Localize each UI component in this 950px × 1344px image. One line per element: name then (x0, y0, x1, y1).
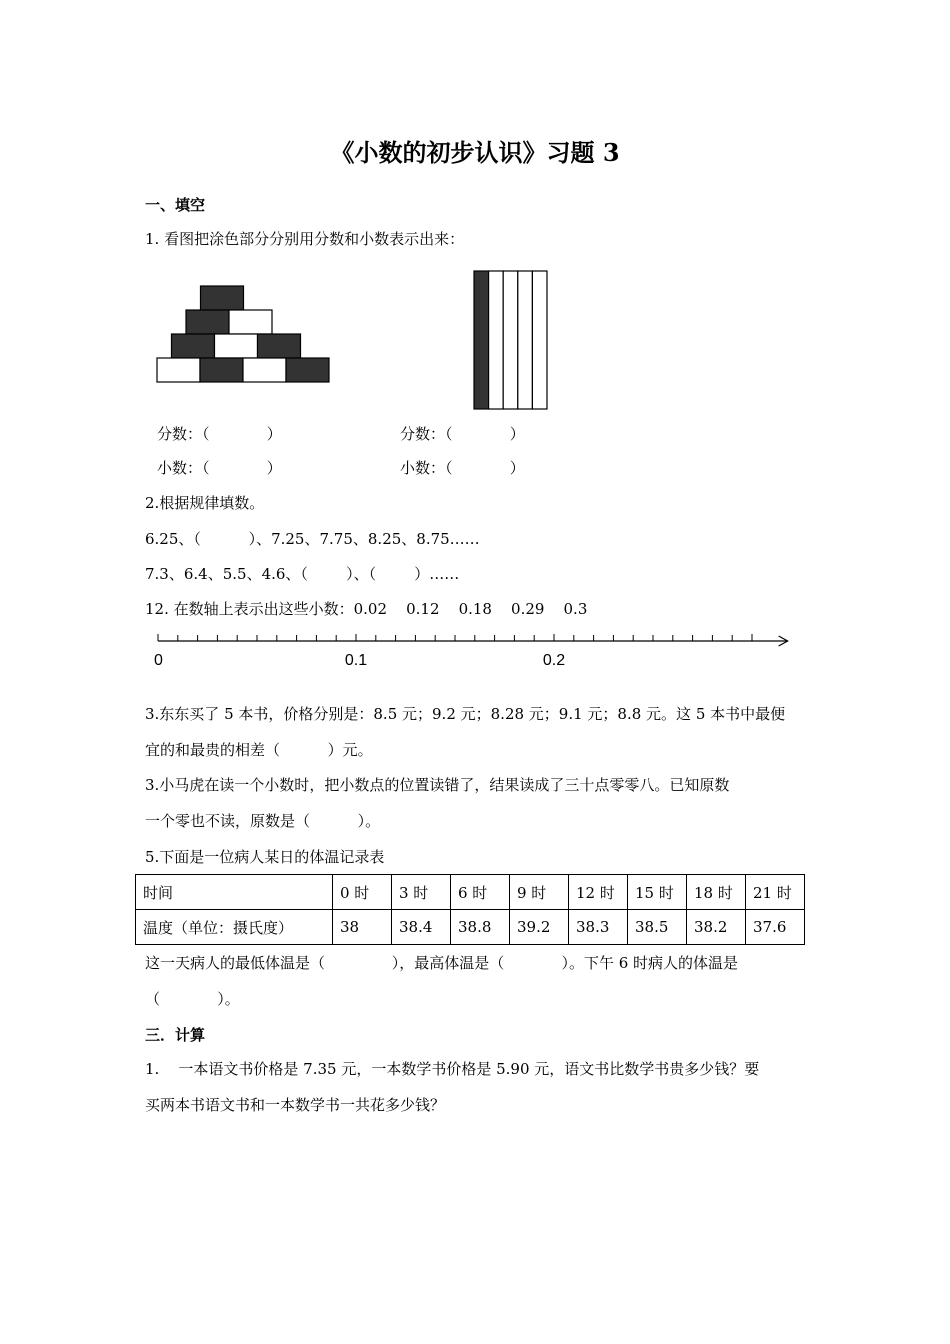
question-5-after-line-1[interactable]: 这一天病人的最低体温是（ ），最高体温是（ ）。下午 6 时病人的体温是 (145, 954, 739, 972)
shaded-strip (474, 271, 489, 409)
shaded-brick (200, 358, 243, 382)
table-cell: 18 时 (687, 875, 746, 910)
left-fraction-blank[interactable]: 分数：（ ） (157, 425, 282, 443)
right-decimal-blank[interactable]: 小数：（ ） (400, 459, 525, 477)
question-3a-line-1: 3.东东买了 5 本书，价格分别是：8.5 元；9.2 元；8.28 元；9.1 元；8.8 元。这 5 本书中最便 (145, 705, 786, 723)
right-fraction-blank[interactable]: 分数：（ ） (400, 425, 525, 443)
question-3a-line-2[interactable]: 宜的和最贵的相差（ ）元。 (145, 741, 373, 759)
table-cell: 3 时 (392, 875, 451, 910)
table-cell: 9 时 (510, 875, 569, 910)
question-1-text: 1. 看图把涂色部分分别用分数和小数表示出来： (145, 230, 465, 248)
question-5-text: 5.下面是一位病人某日的体温记录表 (145, 848, 385, 866)
shaded-brick (201, 286, 244, 310)
question-3b-line-2[interactable]: 一个零也不读，原数是（ ）。 (145, 812, 381, 830)
shaded-brick (258, 334, 301, 358)
sequence-line-2[interactable]: 7.3、6.4、5.5、4.6、（ ）、（ ）…… (145, 565, 460, 583)
shaded-brick (286, 358, 329, 382)
shaded-brick (172, 334, 215, 358)
table-header-temperature: 温度（单位：摄氏度） (136, 910, 333, 945)
table-row-temperature (136, 910, 805, 945)
table-cell: 0 时 (333, 875, 392, 910)
table-cell: 37.6 (746, 910, 805, 945)
table-cell: 38.2 (687, 910, 746, 945)
question-3b-line-1: 3.小马虎在读一个小数时，把小数点的位置读错了，结果读成了三十点零零八。已知原数 (145, 776, 730, 794)
table-cell: 38.3 (569, 910, 628, 945)
question-2-text: 2.根据规律填数。 (145, 494, 265, 512)
sequence-line-1[interactable]: 6.25、（ ）、7.25、7.75、8.25、8.75…… (145, 530, 480, 548)
axis-label: 0.2 (542, 652, 566, 669)
table-header-time: 时间 (136, 875, 333, 910)
strip (489, 271, 504, 409)
brick (243, 358, 286, 382)
brick (229, 310, 272, 334)
section-heading-fill-blanks: 一、填空 (145, 196, 206, 214)
strip (518, 271, 533, 409)
shaded-brick (186, 310, 229, 334)
question-5-after-line-2[interactable]: （ ）。 (145, 990, 240, 1008)
pyramid-figure (150, 280, 340, 390)
calc-question-1-line-1: 1. 一本语文书价格是 7.35 元，一本数学书价格是 5.90 元，语文书比数学书贵多少钱？要 (145, 1060, 760, 1078)
brick (215, 334, 258, 358)
section-heading-calculate: 三．计算 (145, 1026, 206, 1044)
table-cell: 38.8 (451, 910, 510, 945)
axis-label: 0 (154, 652, 163, 669)
axis-label: 0.1 (344, 652, 368, 669)
strip (503, 271, 518, 409)
question-12-text: 12. 在数轴上表示出这些小数：0.02 0.12 0.18 0.29 0.3 (145, 600, 588, 618)
table-cell: 15 时 (628, 875, 687, 910)
brick (157, 358, 200, 382)
table-cell: 21 时 (746, 875, 805, 910)
calc-question-1-line-2: 买两本书语文书和一本数学书一共花多少钱？ (145, 1096, 446, 1114)
strip (532, 271, 547, 409)
temperature-table (135, 874, 805, 945)
table-row-time (136, 875, 805, 910)
table-cell: 6 时 (451, 875, 510, 910)
table-cell: 12 时 (569, 875, 628, 910)
page-title: 《小数的初步认识》习题 3 (330, 138, 620, 167)
strip-bar-figure (470, 268, 550, 413)
table-cell: 38.5 (628, 910, 687, 945)
left-decimal-blank[interactable]: 小数：（ ） (157, 459, 282, 477)
table-cell: 38.4 (392, 910, 451, 945)
number-line[interactable] (150, 628, 800, 673)
table-cell: 39.2 (510, 910, 569, 945)
table-cell: 38 (333, 910, 392, 945)
